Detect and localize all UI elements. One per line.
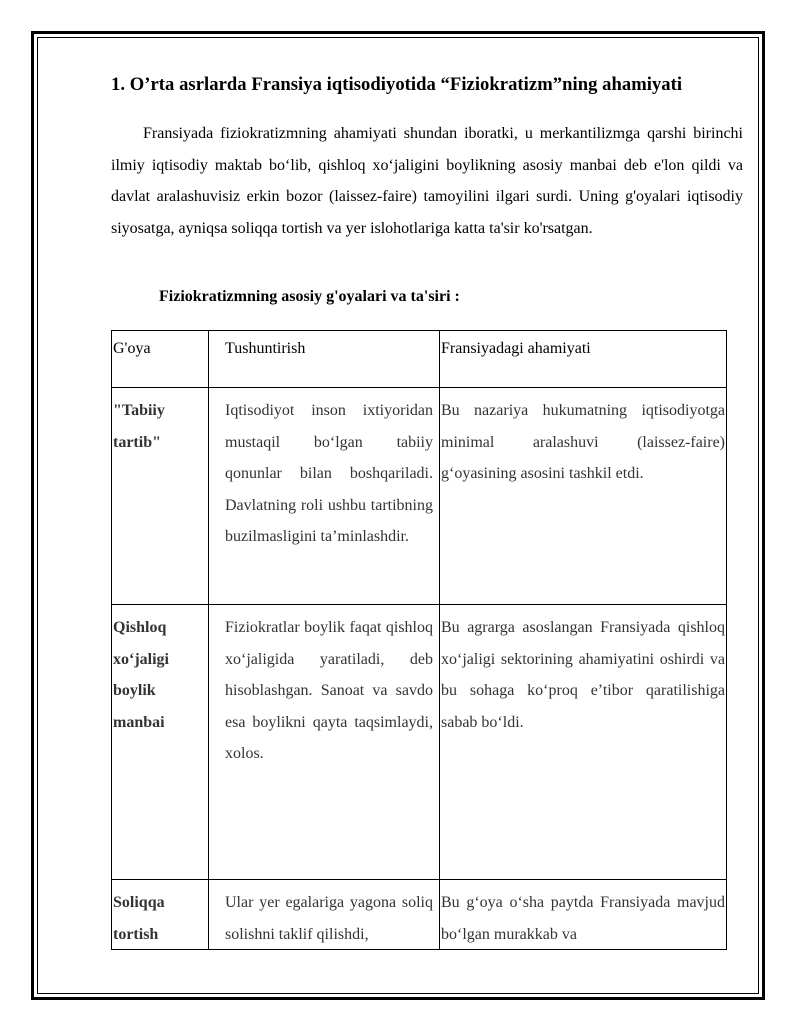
header-cell-idea: G'oya [112,331,209,388]
section-heading: 1. O’rta asrlarda Fransiya iqtisodiyotida “Fiziokratizm”ning ahamiyati [111,74,683,95]
ideas-table [111,330,727,950]
table-row [112,605,727,880]
table-header-row [112,331,727,388]
table-caption: Fiziokratizmning asosiy g'oyalari va ta'siri : [159,288,460,305]
table-row [112,880,727,950]
cell-significance: Bu nazariya hukumatning iqtisodiyotga minimal aralashuvi (laissez-faire) g‘oyasining asosini tashkil etdi. [440,388,727,605]
table-row [112,388,727,605]
cell-idea: "Tabiiy tartib" [112,388,209,605]
header-cell-explanation: Tushuntirish [209,331,440,388]
cell-explanation: Fiziokratlar boylik faqat qishloq xo‘jaligida yaratiladi, deb hisoblashgan. Sanoat va savdo esa boylikni qayta taqsimlaydi, xolos. [209,605,440,880]
cell-explanation: Iqtisodiyot inson ixtiyoridan mustaqil bo‘lgan tabiiy qonunlar bilan boshqariladi. Davlatning roli ushbu tartibning buzilmasligini ta’minlashdir. [209,388,440,605]
cell-significance: Bu g‘oya o‘sha paytda Fransiyada mavjud bo‘lgan murakkab va [440,880,727,950]
cell-idea: Qishloq xo‘jaligi boylik manbai [112,605,209,880]
cell-idea: Soliqqa tortish [112,880,209,950]
intro-paragraph: Fransiyada fiziokratizmning ahamiyati shundan iboratki, u merkantilizmga qarshi birinchi ilmiy iqtisodiy maktab bo‘lib, qishloq xo‘jaligini boylikning asosiy manbai deb e'lon qildi va davlat aralashuvisiz erkin bozor (laissez-faire) tamoyilini ilgari surdi. Uning g'oyalari iqtisodiy siyosatga, ayniqsa soliqqa tortish va yer islohotlariga katta ta'sir ko'rsatgan. [111,125,743,237]
cell-significance: Bu agrarga asoslangan Fransiyada qishloq xo‘jaligi sektorining ahamiyatini oshirdi va bu sohaga ko‘proq e’tibor qaratilishiga sabab bo‘ldi. [440,605,727,880]
cell-explanation: Ular yer egalariga yagona soliq solishni taklif qilishdi, [209,880,440,950]
header-cell-significance: Fransiyadagi ahamiyati [440,331,727,388]
